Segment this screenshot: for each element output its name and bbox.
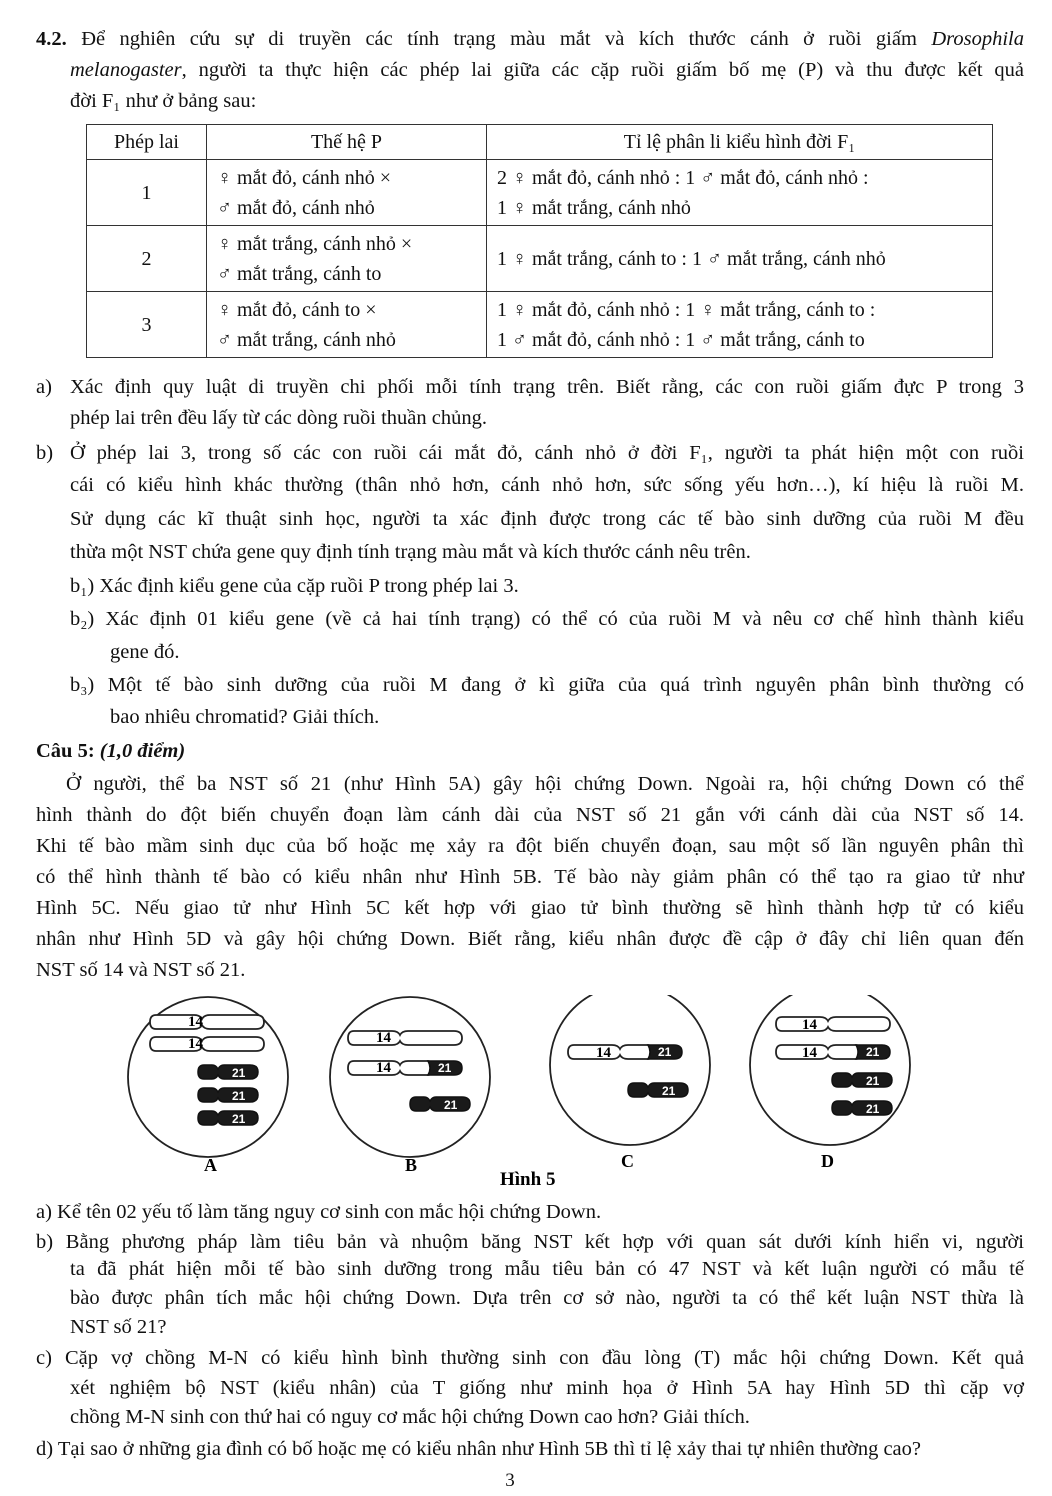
cau5-line1: Ở người, thể ba NST số 21 (như Hình 5A) gây hội chứng Down. Ngoài ra, hội chứng Down có thể (66, 773, 1024, 795)
part-b-line2: cái có kiểu hình khác thường (thân nhỏ hơn, cánh nhỏ hơn, sức sống yếu hơn…), kí hiệu là ruồi M. (70, 474, 1024, 496)
karyotype-figure (120, 995, 940, 1195)
f1-cell: 1 ♀ mắt đỏ, cánh nhỏ : 1 ♀ mắt trắng, cánh to : 1 ♂ mắt đỏ, cánh nhỏ : 1 ♂ mắt trắng, cánh to (487, 292, 993, 358)
label-14: 14 (802, 1045, 817, 1061)
cross-results-table (86, 124, 993, 358)
label-21: 21 (444, 1098, 458, 1112)
part-a-line2: phép lai trên đều lấy từ các dòng ruồi thuần chủng. (70, 407, 487, 429)
q42-number: 4.2. (36, 28, 67, 50)
part-b3-line1: b₃) Một tế bào sinh dưỡng của ruồi M đang ở kì giữa của quá trình nguyên phân bình thường có (70, 674, 1024, 696)
table-header-cell: Tỉ lệ phân li kiểu hình đời F₁ (487, 125, 993, 160)
panel-label-c: C (621, 1151, 634, 1171)
figure-panel-b (330, 997, 490, 1175)
cau5-line5: Hình 5C. Nếu giao tử như Hình 5C kết hợp với giao tử bình thường sẽ hình thành hợp tử có kiểu (36, 897, 1024, 919)
label-14: 14 (188, 1036, 203, 1052)
label-14: 14 (802, 1017, 817, 1033)
cau5-line6: nhân như Hình 5D và gây hội chứng Down. Biết rằng, kiểu nhân được đề cập ở đây chỉ liên quan đến (36, 928, 1024, 950)
table-row (87, 160, 993, 226)
label-14: 14 (188, 1014, 203, 1030)
panel-label-a: A (204, 1155, 217, 1175)
cross-id: 3 (87, 292, 207, 358)
label-21: 21 (232, 1112, 246, 1126)
part-b1: b₁) Xác định kiểu gene của cặp ruồi P trong phép lai 3. (70, 575, 519, 597)
figure-panel-d (750, 995, 910, 1171)
q42-line1: 4.2. Để nghiên cứu sự di truyền các tính trạng màu mắt và kích thước cánh ở ruồi giấm Drosophila (36, 28, 1024, 50)
label-21: 21 (866, 1074, 880, 1088)
f1-cell: 2 ♀ mắt đỏ, cánh nhỏ : 1 ♂ mắt đỏ, cánh nhỏ : 1 ♀ mắt trắng, cánh nhỏ (487, 160, 993, 226)
cau5-line7: NST số 14 và NST số 21. (36, 959, 246, 981)
q42-line3: đời F₁ như ở bảng sau: (70, 90, 257, 112)
table-header-row (87, 125, 993, 160)
q5-part-c-line1: c) Cặp vợ chồng M-N có kiểu hình bình thường sinh con đầu lòng (T) mắc hội chứng Down. Kết quả (36, 1347, 1024, 1369)
table-header-cell: Phép lai (87, 125, 207, 160)
q5-part-c-line2: xét nghiệm bộ NST (kiểu nhân) của T giống như minh họa ở Hình 5A hay Hình 5D thì cặp vợ (70, 1377, 1024, 1399)
part-a-label: a) (36, 376, 52, 398)
q5-part-b-line2: ta đã phát hiện mỗi tế bào sinh dưỡng trong mẫu tiêu bản có 47 NST và kết luận người có mẫu tế (70, 1258, 1024, 1280)
part-b3-line2: bao nhiêu chromatid? Giải thích. (110, 706, 380, 728)
figure-caption: Hình 5 (500, 1169, 556, 1190)
figure-panel-a (128, 997, 288, 1175)
part-b-line1: Ở phép lai 3, trong số các con ruồi cái mắt đỏ, cánh nhỏ ở đời F₁, người ta phát hiện một con ruồi (70, 442, 1024, 464)
part-b2-line2: gene đó. (110, 641, 180, 663)
f1-cell: 1 ♀ mắt trắng, cánh to : 1 ♂ mắt trắng, cánh nhỏ (487, 226, 993, 292)
label-14: 14 (376, 1060, 391, 1076)
part-b-label: b) (36, 442, 54, 464)
label-21: 21 (662, 1084, 676, 1098)
cau5-line2: hình thành do đột biến chuyển đoạn làm cánh dài của NST số 21 gắn với cánh dài của NST số 14. (36, 804, 1024, 826)
q5-part-b-line1: b) Bằng phương pháp làm tiêu bản và nhuộm băng NST kết hợp với quan sát dưới kính hiển vi, người (36, 1231, 1024, 1253)
parent-cell: ♀ mắt đỏ, cánh to × ♂ mắt trắng, cánh nhỏ (207, 292, 487, 358)
q5-part-b-line3: bào được phân tích mắc hội chứng Down. Dựa trên cơ sở nào, người ta có thể kết luận NST thừa là (70, 1287, 1024, 1309)
cross-id: 1 (87, 160, 207, 226)
parent-cell: ♀ mắt trắng, cánh nhỏ × ♂ mắt trắng, cánh to (207, 226, 487, 292)
table-row (87, 226, 993, 292)
parent-cell: ♀ mắt đỏ, cánh nhỏ × ♂ mắt đỏ, cánh nhỏ (207, 160, 487, 226)
table-row (87, 292, 993, 358)
panel-label-b: B (405, 1155, 418, 1175)
cau5-line4: có thể hình thành tế bào có kiểu nhân như Hình 5B. Tế bào này giảm phân có thể tạo ra giao tử như (36, 866, 1024, 888)
part-a-line1: Xác định quy luật di truyền chi phối mỗi tính trạng trên. Biết rằng, các con ruồi giấm đực P trong 3 (70, 376, 1024, 398)
part-b-line4: thừa một NST chứa gene quy định tính trạng màu mắt và kích thước cánh nêu trên. (70, 541, 751, 563)
page-number: 3 (505, 1470, 515, 1491)
cau5-heading: Câu 5: (1,0 điểm) (36, 740, 186, 762)
panel-label-d: D (821, 1151, 834, 1171)
label-21: 21 (232, 1066, 246, 1080)
part-b2-line1: b₂) Xác định 01 kiểu gene (về cả hai tính trạng) có thể có của ruồi M và nêu cơ chế hình thành kiểu (70, 608, 1024, 630)
label-21: 21 (866, 1045, 880, 1059)
part-b-line3: Sử dụng các kĩ thuật sinh học, người ta xác định được trong các tế bào sinh dưỡng của ruồi M đều (70, 508, 1024, 530)
label-14: 14 (596, 1045, 611, 1061)
q5-part-b-line4: NST số 21? (70, 1316, 167, 1338)
q5-part-d: d) Tại sao ở những gia đình có bố hoặc mẹ có kiểu nhân như Hình 5B thì tỉ lệ xảy thai tự nhiên thường cao? (36, 1438, 921, 1460)
cau5-line3: Khi tế bào mầm sinh dục của bố hoặc mẹ xảy ra đột biến chuyển đoạn, sau một số lần nguyên phân thì (36, 835, 1024, 857)
label-21: 21 (658, 1045, 672, 1059)
label-21: 21 (866, 1102, 880, 1116)
label-14: 14 (376, 1030, 391, 1046)
q5-part-a: a) Kể tên 02 yếu tố làm tăng nguy cơ sinh con mắc hội chứng Down. (36, 1201, 602, 1223)
cross-id: 2 (87, 226, 207, 292)
q42-line2: melanogaster, người ta thực hiện các phép lai giữa các cặp ruồi giấm bố mẹ (P) và thu được kết quả (70, 59, 1024, 81)
figure-panel-c (550, 995, 710, 1171)
table-header-cell: Thế hệ P (207, 125, 487, 160)
q5-part-c-line3: chồng M-N sinh con thứ hai có nguy cơ mắc hội chứng Down cao hơn? Giải thích. (70, 1406, 750, 1428)
label-21: 21 (438, 1061, 452, 1075)
label-21: 21 (232, 1089, 246, 1103)
